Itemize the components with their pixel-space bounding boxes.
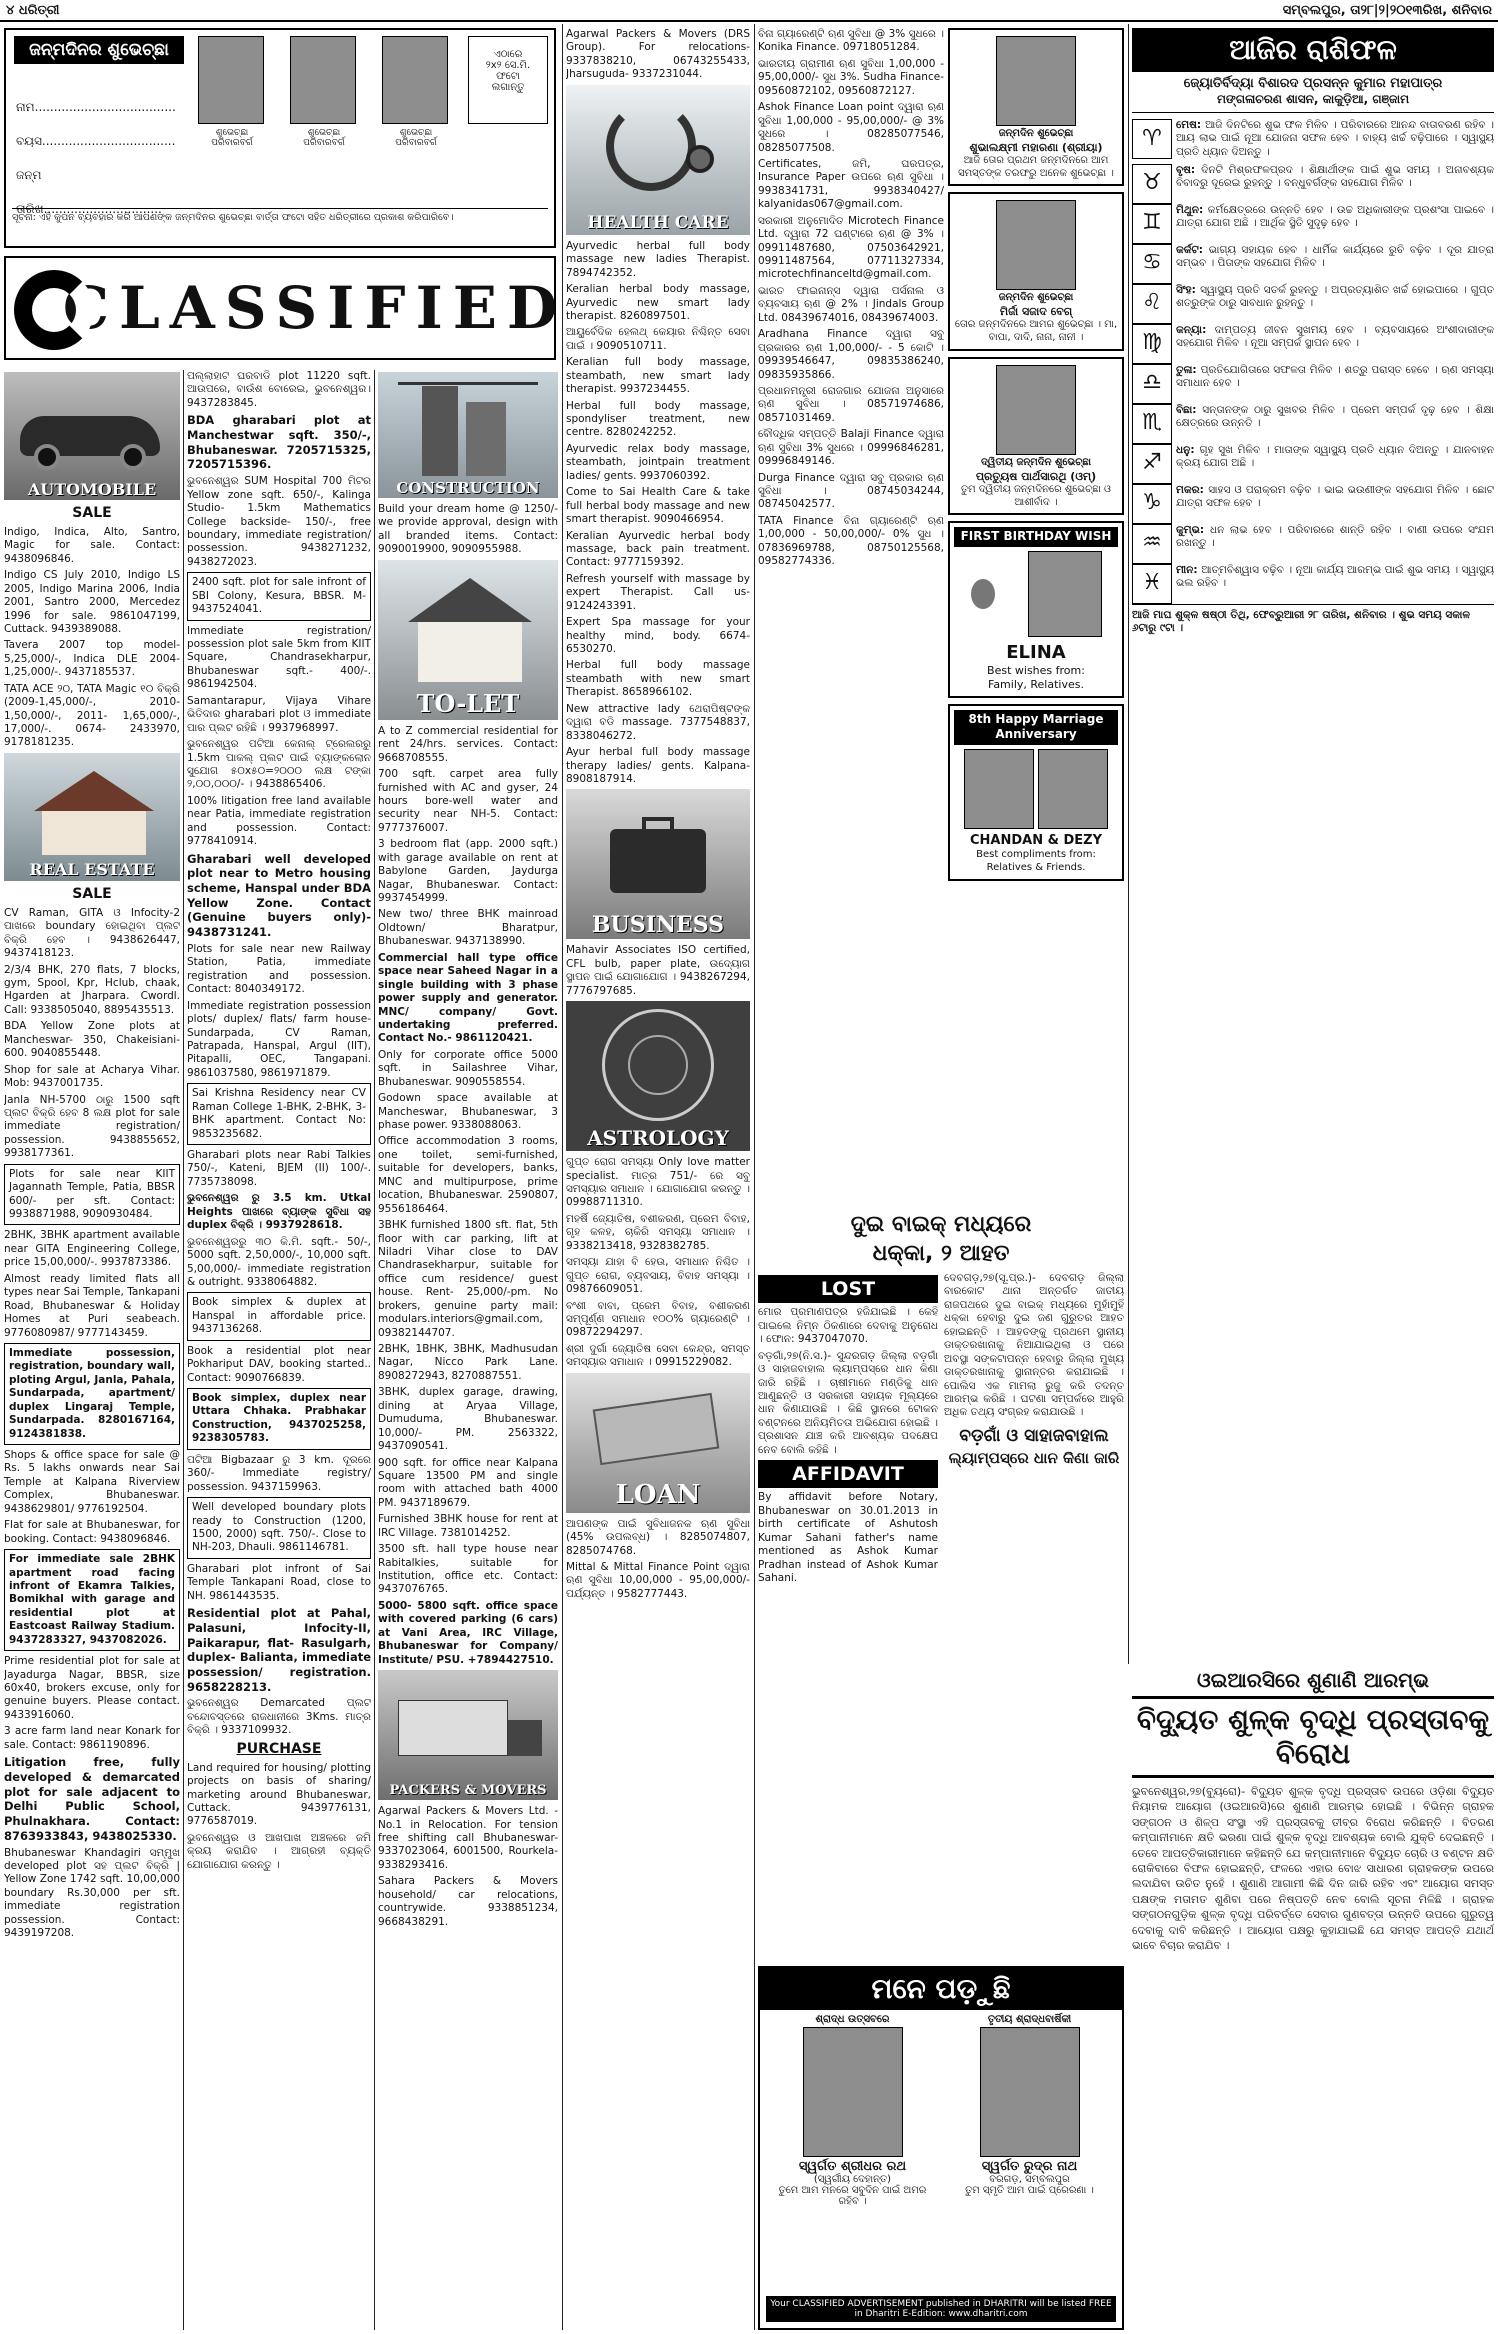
briefcase-icon — [610, 829, 706, 893]
boxed-ad: Plots for sale near KIIT Jagannath Temple, Patia, BBSR 600/- per sft. Contact: 9938871988, 9090930484. — [4, 1164, 180, 1226]
classified-ad: Agarwal Packers & Movers (DRS Group). For relocations- 9337838210, 06743255433, Jharsuguda- 9337231044. — [566, 28, 750, 81]
birthday-coupon — [4, 28, 556, 248]
rashi-sign: କୁମ୍ଭ — [1176, 523, 1200, 536]
child-photo — [1028, 551, 1102, 637]
coupon-photo-3 — [382, 36, 448, 124]
classified-ad: Almost ready limited flats all types near Sai Temple, Tankapani Road, Bhubaneswar & Holiday Homes at Puri seabeach. 9776080987/ 9777143459. — [4, 1272, 180, 1339]
greeting-name: ଶୁଭାଲକ୍ଷ୍ମୀ ମହାରଣା (ଶ୍ରୀୟା) — [969, 140, 1103, 154]
zodiac-icon: ♑ — [1132, 484, 1172, 524]
sale-heading: SALE — [72, 505, 112, 521]
classified-ad: Plots for sale near new Railway Station, Patia, immediate registration and possession. Contact: 8040349172. — [187, 942, 371, 996]
coupon-photo-1 — [198, 36, 264, 124]
column-3 — [378, 370, 558, 2330]
house-body — [418, 622, 522, 682]
classified-ad: ଶ୍ରୀ ଦୁର୍ଗା ଜ୍ୟୋତିଷ ସେବା କେନ୍ଦ୍ର, ସମସ୍ତ ସମସ୍ୟାର ସମାଧାନ । 09915229082. — [566, 1342, 750, 1369]
category-loan: LOAN — [615, 1480, 701, 1511]
page-dateline: ସମ୍ବଲପୁର, ତା୨୮|୨|୨୦୧୩ରିଖ, ଶନିବାର — [1282, 3, 1492, 18]
rashi-text: ଗୃହ ସୁଖ ମିଳିବ । ମାତାଙ୍କ ସ୍ୱାସ୍ଥ୍ୟ ପ୍ରତି ଧ୍ୟାନ ଦିଅନ୍ତୁ । ଯାନବାହନ କ୍ରୟ ଯୋଗ ଅଛି । — [1176, 443, 1494, 470]
classified-ad: Gharabari plots near Rabi Talkies 750/-, Kateni, BJEM (II) 100/-. 7735738098. — [187, 1149, 371, 1188]
business-image — [566, 789, 750, 939]
house-roof — [34, 771, 154, 811]
classified-ad: New attractive lady ଥେରାପିଷ୍ଟଙ୍କ ଦ୍ୱାରା ବଡି massage. 7377548837, 8338046272. — [566, 702, 750, 742]
boxed-ad: Book simplex & duplex at Hanspal in affordable price. 9437136268. — [187, 1292, 371, 1340]
column-rule — [1128, 24, 1129, 1664]
column-2 — [187, 370, 371, 2330]
news-headline: ଲ୍ୟାମ୍ପସ୍‌ରେ ଧାନ କିଣା ଜାରି — [948, 1448, 1120, 1467]
classified-ad: New two/ three BHK mainroad Oldtown/ Bharatpur, Bhubaneswar. 9437138990. — [378, 908, 558, 948]
classified-ad: 3 bedroom flat (app. 2000 sqft.) with garage available on rent at Babylone Garden, Jaydurga Nagar, Bhubaneswar. Contact: 9937454999. — [378, 838, 558, 904]
greeting-card — [948, 28, 1124, 186]
birthday-coupon-title: ଜନ୍ମଦିନର ଶୁଭେଚ୍ଛା — [14, 36, 184, 64]
rashi-sign: ସିଂହ — [1176, 283, 1192, 296]
rashi-separator: : — [1196, 118, 1206, 131]
classified-ad: 2BHK, 1BHK, 3BHK, Madhusudan Nagar, Nicco Park Lane. 8908272943, 8270887551. — [378, 1343, 558, 1382]
classified-ad: Durga Finance ଦ୍ୱାରା ସବୁ ପ୍ରକାର ଋଣ ସୁବିଧା । 08745034244, 08745042577. — [758, 471, 944, 511]
classified-ad: ଭୁବନେଶ୍ୱର ରୁ 3.5 km. Utkal Heights ପାଖରେ ବ୍ୟାଙ୍କ ସୁବିଧା ସହ duplex ବିକ୍ରି । 9937928618. — [187, 1192, 371, 1232]
classified-ad: A to Z commercial residential for rent 24/hrs. services. Contact: 9668708555. — [378, 724, 558, 764]
rashi-sign: ମୀନ — [1176, 563, 1194, 576]
rashi-text: ସାହସ ଓ ପରାକ୍ରମ ବଢ଼ିବ । ଭାଇ ଭଉଣୀଙ୍କ ସହଯୋଗ ମିଳିବ । ଛୋଟ ଯାତ୍ରା ସଫଳ ହେବ । — [1176, 483, 1494, 510]
rashi-text: ଭାଗ୍ୟ ସହାୟକ ହେବ । ଧାର୍ମିକ କାର୍ଯ୍ୟରେ ରୁଚି ବଢ଼ିବ । ଦୂର ଯାତ୍ରା ସମ୍ଭବ । ପିତାଙ୍କ ସହଯୋଗ ମିଳିବ । — [1176, 243, 1494, 270]
column-4 — [566, 28, 750, 2330]
portrait-photo — [980, 2027, 1080, 2157]
eedition-note: Your CLASSIFIED ADVERTISEMENT published in DHARITRI will be listed FREE in Dharitri E-Edition: www.dharitri.com — [766, 2296, 1116, 2322]
category-real-estate: REAL ESTATE — [29, 860, 155, 880]
news-kicker: ଓଇଆରସିରେ ଶୁଣାଣି ଆରମ୍ଭ — [1197, 1668, 1429, 1692]
classified-ad: Keralian Ayurvedic herbal body massage, back pain treatment. Contact: 9777159392. — [566, 529, 750, 569]
classified-ad: ଆୟୁର୍ବେଦିକ ହେଲଥ୍ କେୟାର ନିଶ୍ଚିନ୍ତ ସେବା ପାଇଁ । 9090510711. — [566, 326, 750, 352]
greeting-text: ତୋର ଜନ୍ମଦିନରେ ଆମର ଶୁଭେଚ୍ଛା । ମା, ବାପା, ଦାଦି, ନାନା, ନାନୀ । — [954, 319, 1118, 344]
classified-ad: Shop for sale at Acharya Vihar. Mob: 9437001735. — [4, 1063, 180, 1090]
classified-ad: ଭାରତ ଫାଇନାନ୍ସ ଦ୍ୱାରା ପର୍ସନାଲ ଓ ବ୍ୟବସାୟ ଋଣ @ 2% । Jindals Group Ltd. 08439674016, 08439674003. — [758, 284, 944, 324]
memoriam-title: ମନେ ପଡ଼ୁଛି — [760, 1968, 1122, 2010]
news-body: ଦେବଗଡ଼,୨୭(ସୂ.ପ୍ର.)- ଦେବଗଡ଼ ଜିଲ୍ଲା ବାରକୋଟ ଥାନା ଅନ୍ତର୍ଗତ ଜାତୀୟ ରାଜପଥରେ ଦୁଇ ବାଇକ୍ ମଧ୍ୟରେ ମୁହାଁମୁହିଁ ଧକ୍କା ହେବାରୁ ଦୁଇ ଜଣ ଗୁରୁତର ଆହତ ହୋଇଛନ୍ତି । ଆହତଙ୍କୁ ପ୍ରଥମେ ସ୍ଥାନୀୟ ଡାକ୍ତରଖାନାକୁ ନିଆଯାଇଥିଲା ଓ ପରେ ଅବସ୍ଥା ସଙ୍କଟାପନ୍ନ ହେବାରୁ ଜିଲ୍ଲା ମୁଖ୍ୟ ଡାକ୍ତରଖାନାକୁ ସ୍ଥାନାନ୍ତର କରାଯାଇଛି । ପୋଲିସ ଏକ ମାମଲା ରୁଜୁ କରି ତଦନ୍ତ ଆରମ୍ଭ କରିଛି । ଘଟଣା ସମ୍ପର୍କରେ ଆହୁରି ଅଧିକ ତଥ୍ୟ ସଂଗ୍ରହ କରାଯାଉଛି । — [944, 1272, 1124, 1419]
rashi-text: ସନ୍ତାନଙ୍କ ଠାରୁ ସୁଖବର ମିଳିବ । ପ୍ରେମ ସମ୍ପର୍କ ଦୃଢ଼ ହେବ । ଶିକ୍ଷା କ୍ଷେତ୍ରରେ ଉନ୍ନତି । — [1176, 403, 1494, 430]
coupon-fields — [16, 90, 176, 226]
classified-ad: Commercial hall type office space near Saheed Nagar in a single building with 3 phase power supply and generator. MNC/ company/ Govt. undertaking preferred. Contact No.- 9861120421. — [378, 951, 558, 1045]
rashi-sign: ଧନୁ — [1176, 443, 1191, 456]
coupon-photo-slot[interactable]: ଏଠାରେ ୨x୨ ସେ.ମି. ଫଟୋ ଲଗାନ୍ତୁ — [468, 36, 548, 124]
classified-ad: Samantarapur, Vijaya Vihare ଭିତିଦାର gharabari plot ଓ immediate ପାର ପ୍ଲଟ ରହିଛି । 9937968997. — [187, 694, 371, 734]
coupon-field-name[interactable]: ନାମ..................................... — [16, 100, 176, 114]
child-photo — [996, 36, 1076, 126]
building-shape — [466, 402, 506, 476]
classified-ad: Come to Sai Health Care & take full herbal body massage and new smart therapist. 9090466954. — [566, 486, 750, 526]
classified-ad: Immediate registration possession plots/ duplex/ flats/ farm house- Sundarpada, CV Raman, Patrapada, Hanspal, Argul (IIT), Pitapalli, OEC, Tangapani. 9861037580, 9861971879. — [187, 999, 371, 1079]
classified-ad: ଭୁବନେଶ୍ୱର Demarcated ପ୍ଲଟ ବନ୍ଦୋବସ୍ତରେ ରାଜଧାନୀରେ 3Kms. ମାତ୍ର ବିକ୍ରି । 9337109932. — [187, 1697, 371, 1737]
rashi-sign: କନ୍ୟା — [1176, 323, 1203, 336]
automobile-image — [4, 372, 180, 500]
greeting-text: ତୁମ ଦ୍ୱିତୀୟ ଜନ୍ମଦିନରେ ଶୁଭେଚ୍ଛା ଓ ଆଶୀର୍ବାଦ । — [961, 483, 1111, 508]
classified-ad: Ayurvedic relax body massage, steambath, jointpain treatment ladies/ gents. 9937060392. — [566, 442, 750, 482]
classified-ad: TATA ACE ୨୦, TATA Magic ୧୦ ବିକ୍ରି (2009-1,45,000/-, 2010- 1,50,000/-, 2011- 1,65,000/-, 17,000/-. 0674- 2433970, 9178181235. — [4, 682, 180, 749]
memoriam-right — [945, 2014, 1115, 2207]
classified-ad: ଆପଣଙ୍କ ପାଇଁ ସୁବିଧାଜନକ ଋଣ ସୁବିଧା (45% ଉପଲବ୍ଧ) । 8285074807, 8285074768. — [566, 1517, 750, 1557]
classified-ad: Aradhana Finance ଦ୍ୱାରା ସବୁ ପ୍ରକାରର ଋଣ 1,00,000/- - 5 କୋଟି । 09939546647, 09835386240, 09835935866. — [758, 328, 944, 381]
boxed-ad: Immediate possession, registration, boundary wall, ploting Argul, Janla, Pahala, Sundarpada, apartment/ duplex Lingaraj Temple, Sundarpada. 8280167164, 9124381838. — [4, 1343, 180, 1445]
memoriam-left-name: ସ୍ୱର୍ଗତ ଶ୍ରୀଧର ରଥ — [798, 2159, 907, 2174]
classified-ad: Build your dream home @ 1250/- we provide approval, design with all branded items. Contact: 9090019900, 9090955988. — [378, 503, 558, 556]
classified-ad: Mittal & Mittal Finance Point ଦ୍ୱାରା ଋଣ ସୁବିଧା 10,00,000 - 95,00,000/- ପର୍ଯ୍ୟନ୍ତ । 9582777443. — [566, 1561, 750, 1600]
classified-ad: 700 sqft. carpet area fully furnished with AC and gyser, 24 hours bore-well water and security near NH-5. Contact: 9777376007. — [378, 768, 558, 834]
memoriam-right-text: ତୁମ ସ୍ମୃତି ଆମ ପାଇଁ ପ୍ରେରଣା । — [965, 2185, 1094, 2196]
rashi-sign: ବୃଷ — [1176, 163, 1191, 176]
zodiac-icon: ♐ — [1132, 444, 1172, 484]
rashi-text: କର୍ମକ୍ଷେତ୍ରରେ ଉନ୍ନତି ହେବ । ଉଚ୍ଚ ଅଧିକାରୀଙ୍କ ପ୍ରଶଂସା ପାଇବେ । ଯାତ୍ରା ଯୋଗ ଅଛି । ଆର୍ଥିକ ସ୍ଥିତି ସୁଦୃଢ଼ ହେବ । — [1176, 203, 1494, 230]
news-headline: ବଡ଼ଗାଁ ଓ ସାହାଜବାହାଲ — [959, 1425, 1109, 1446]
truck-cab — [508, 1720, 542, 1756]
anniversary-card — [948, 704, 1124, 881]
category-lost: LOST — [758, 1275, 938, 1303]
construction-image — [378, 372, 558, 498]
rashi-text: ସ୍ୱାସ୍ଥ୍ୟ ପ୍ରତି ସତର୍କ ରୁହନ୍ତୁ । ଅପ୍ରତ୍ୟାଶିତ ଖର୍ଚ୍ଚ ହୋଇପାରେ । ଗୁପ୍ତ ଶତ୍ରୁଙ୍କ ଠାରୁ ସାବଧାନ ରୁହନ୍ତୁ । — [1176, 283, 1494, 310]
husband-photo — [964, 749, 1034, 829]
health-care-image — [566, 85, 750, 235]
house-roof — [408, 578, 532, 622]
rashi-text: ଦାମ୍ପତ୍ୟ ଜୀବନ ସୁଖମୟ ହେବ । ବ୍ୟବସାୟରେ ଅଂଶୀଦାରୀଙ୍କ ସହଯୋଗ ମିଳିବ । ନୂଆ ସମ୍ପର୍କ ସ୍ଥାପନ ହେବ । — [1176, 323, 1494, 350]
column-6-lower — [944, 1272, 1124, 1962]
classified-ad: ବଂଶୀ ବାବା, ପ୍ରେମ ବିବାହ, ବଶୀକରଣ ସମ୍ପୂର୍ଣ୍ଣ ସମାଧାନ ୧୦୦% ଗ୍ୟାରେଣ୍ଟି । 09872294297. — [566, 1299, 750, 1339]
classified-ad: Keralian full body massage, steambath, new smart lady therapist. 9937234455. — [566, 356, 750, 396]
classified-ad: Book a residential plot near Pokhariput DAV, booking started.. Contact: 9090766839. — [187, 1344, 371, 1384]
classified-ad: ଗୁପ୍ତ ରୋଗ ସମସ୍ୟା Only love matter specialist. ମାତ୍ର 751/- ରେ ସବୁ ସମସ୍ୟାର ସମାଧାନ । ଯୋଗାଯୋଗ କରନ୍ତୁ । 09988711310. — [566, 1156, 750, 1209]
classified-ad: ସରକାରୀ ଅନୁମୋଦିତ Microtech Finance Ltd. ଦ୍ୱାରା 72 ଘଣ୍ଟାରେ ଋଣ @ 3% । 09911487680, 07503642921, 09911487564, 07711327334, microtechfinanceltd@gmail.com. — [758, 214, 944, 281]
rashi-item — [1132, 523, 1494, 556]
classified-ad: 3BHK furnished 1800 sft. flat, 5th floor with car parking, lift at Niladri Vihar close to DAV Chandrasekharpur, suitable for office cum residence/ guest house. Rent- 25,000/-pm. No brokers, genuine party mail: modulars.interiors@gmail.com, 09382144707. — [378, 1219, 558, 1339]
column-6 — [948, 28, 1124, 1208]
classified-ad: Office accommodation 3 rooms, one toilet, semi-furnished, suitable for developers, banks, MNC and multipurpose, prime location, Bhubaneswar. 2590807, 9556186464. — [378, 1135, 558, 1215]
greeting-title: ଜନ୍ମଦିନ ଶୁଭେଚ୍ଛା — [998, 128, 1074, 139]
rashifal-author: ଜ୍ୟୋତିର୍ବିଦ୍ୟା ବିଶାରଦ ପ୍ରସନ୍ନ କୁମାର ମହାପାତ୍ର — [1183, 75, 1443, 91]
coupon-caption-1: ଶୁଭେଚ୍ଛା ପରିବାରବର୍ଗ — [211, 128, 253, 148]
zodiac-icon: ♍ — [1132, 324, 1172, 364]
rashifal-title: ଆଜିର ରାଶିଫଳ — [1132, 28, 1494, 72]
wife-photo — [1038, 749, 1108, 829]
category-automobile: AUTOMOBILE — [27, 479, 157, 499]
sale-heading: SALE — [72, 885, 112, 902]
category-business: BUSINESS — [591, 912, 725, 939]
greeting-name: ପ୍ରତ୍ୟୁଷ ପାର୍ଥସାରଥି (ଓମ୍) — [975, 469, 1097, 483]
greeting-name: ମିର୍ଜା ସଜାଦ ବେଗ୍ — [999, 305, 1073, 319]
rashi-item — [1132, 483, 1494, 516]
memoriam-box — [758, 1966, 1124, 2330]
classified-banner — [4, 256, 568, 360]
classified-ad: ଭୁବନେଶ୍ୱର ପଟିଆ କେନାଲ୍ ଟ୍ରେଲରରୁ 1.5km ପାକଲ୍ ପ୍ଲଟ ପାଇଁ ବ୍ୟାଙ୍କଲୋନ ସୁଯୋଗ ୫୦x୫୦=୨୦୦୦ ଲକ୍ଷ ଟଙ୍କା ୨,୦୦,୦୦୦/- । 9438865406. — [187, 738, 371, 791]
classified-ad: Residential plot at Pahal, Palasuni, Infocity-II, Paikarapur, flat- Rasulgarh, duplex- Balianta, immediate possession/ registration. 9658228213. — [187, 1606, 371, 1694]
coupon-caption-3: ଶୁଭେଚ୍ଛା ପରିବାରବର୍ଗ — [395, 128, 437, 148]
classified-ad: 3BHK, duplex garage, drawing, dining at Aryaa Village, Dumuduma, Bhubaneswar. 10,000/- PM. 2563322, 9437090541. — [378, 1386, 558, 1453]
classified-ad: Herbal full body massage, spondyliser treatment, new centre. 8280242252. — [566, 399, 750, 439]
zodiac-icon: ♓ — [1132, 564, 1172, 604]
category-to-let: TO-LET — [416, 689, 520, 719]
classified-ad: Shops & office space for sale @ Rs. 5 lakhs onwards near Sai Temple at Kalpana Riverview Complex, Bhubaneswar. 9438629801/ 9776192504. — [4, 1449, 180, 1515]
classified-ad: Land required for housing/ plotting projects on basis of sharing/ marketing around Bhubaneswar, Cuttack. 9439776131, 9776587019. — [187, 1761, 371, 1828]
classified-ad: 900 sqft. for office near Kalpana Square 13500 PM and single room with attached bath 4000 PM. 9437189679. — [378, 1456, 558, 1509]
classified-ad: ପଟିଆ Bigbazaar ରୁ 3 km. ଦୂରରେ 360/- Immediate registry/ possession. 9437159963. — [187, 1453, 371, 1493]
rashifal-list — [1132, 118, 1494, 596]
building-shape — [422, 386, 458, 476]
rashi-sign: ବିଛା — [1176, 403, 1193, 416]
rashi-text: ଆତ୍ମବିଶ୍ୱାସ ବଢ଼ିବ । ନୂଆ କାର୍ଯ୍ୟ ଆରମ୍ଭ ପାଇଁ ଶୁଭ ସମୟ । ସ୍ୱାସ୍ଥ୍ୟ ଭଲ ରହିବ । — [1176, 563, 1494, 590]
classified-ad: Gharabari well developed plot near to Metro housing scheme, Hanspal under BDA Yellow Zone. Contact (Genuine buyers only)- 9438731241. — [187, 851, 371, 940]
classified-ad: Bhubaneswar Khandagiri ସମ୍ମୁଖ developed plot ସହ ପ୍ଲଟ ବିକ୍ରି | Yellow Zone 1742 sqft. 10,00,000 boundary Rs.30,000 per sft. immediate registration possession. Contact: 9439197208. — [4, 1846, 180, 1940]
child-photo — [996, 200, 1076, 290]
rashifal-section — [1132, 28, 1494, 1662]
coupon-caption-2: ଶୁଭେଚ୍ଛା ପରିବାରବର୍ଗ — [303, 128, 345, 148]
rashi-sign: ତୁଳା — [1176, 363, 1193, 376]
column-5 — [758, 28, 944, 1208]
classified-ad: Herbal full body massage steambath with new smart Therapist. 8658966102. — [566, 659, 750, 699]
first-birthday-card — [948, 521, 1124, 698]
rashi-separator: : — [1202, 323, 1215, 336]
anniversary-banner: 8th Happy Marriage Anniversary — [954, 710, 1118, 745]
category-health-care: HEALTH CARE — [587, 213, 729, 233]
column-rule — [754, 24, 755, 2330]
greeting-text: ଆଜି ତୋର ପ୍ରଥମ ଜନ୍ମଦିନରେ ଆମ ସମସ୍ତଙ୍କ ତରଫରୁ ଅନେକ ଶୁଭେଚ୍ଛା । — [958, 154, 1114, 179]
column-5-lower — [758, 1272, 938, 1962]
rashi-item — [1132, 563, 1494, 596]
rashi-sign: କର୍କଟ — [1176, 243, 1199, 256]
classified-ad: Ayurvedic herbal full body massage new ladies Therapist. 7894742352. — [566, 239, 750, 279]
boxed-ad: Well developed boundary plots ready to Construction (1200, 1500, 2000) sqft. 750/-. Close to NH-203, Dhauli. 9861146781. — [187, 1497, 371, 1559]
stethoscope-bell — [686, 145, 714, 173]
news-headline: ବିଦ୍ୟୁତ ଶୁଳ୍କ ବୃଦ୍ଧି ପ୍ରସ୍ତାବକୁ ବିରୋଧ — [1132, 1696, 1494, 1778]
rashifal-footer: ଆଜି ମାଘ ଶୁକ୍ଳ ଷଷ୍ଠୀ ତିଥି, ଫେବ୍ରୁଆରୀ ୨୮ ତାରିଖ, ଶନିବାର । ଶୁଭ ସମୟ ସକାଳ ୬ଟାରୁ ୯ଟା । — [1132, 604, 1494, 636]
column-rule — [183, 370, 184, 2330]
classified-ad: 3 acre farm land near Konark for sale. Contact: 9861190896. — [4, 1725, 180, 1751]
house-body — [42, 811, 146, 855]
news-body: ଭୁବନେଶ୍ୱର,୨୭(ବ୍ୟୁରୋ)- ବିଦ୍ୟୁତ ଶୁଳ୍କ ବୃଦ୍ଧି ପ୍ରସ୍ତାବ ଉପରେ ଓଡ଼ିଶା ବିଦ୍ୟୁତ ନିୟାମକ ଆୟୋଗ (ଓଇଆରସି)ରେ ଶୁଣାଣି ଆରମ୍ଭ ହୋଇଛି । ବିଭିନ୍ନ ଗ୍ରାହକ ସଙ୍ଗଠନ ଓ ଶିଳ୍ପ ସଂସ୍ଥା ଏହି ପ୍ରସ୍ତାବକୁ ତୀବ୍ର ବିରୋଧ କରିଛନ୍ତି । ବିତରଣ କମ୍ପାନୀମାନେ କ୍ଷତି ଭରଣା ପାଇଁ ଶୁଳ୍କ ବୃଦ୍ଧି ଆବଶ୍ୟକ ବୋଲି ଯୁକ୍ତି ଦେଇଛନ୍ତି । ତେବେ ଆପତ୍ତିକାରୀମାନେ କହିଛନ୍ତି ଯେ କମ୍ପାନୀମାନେ ବିଦ୍ୟୁତ ଚୋରି ଓ ବଣ୍ଟନ କ୍ଷତି ରୋକିବାରେ ବିଫଳ ହୋଇଛନ୍ତି, ଫଳରେ ଏହାର ବୋଝ ସାଧାରଣ ଗ୍ରାହକଙ୍କ ଉପରେ ଲଦାଯିବା ଉଚିତ ନୁହେଁ । ଶୁଣାଣି ଆଗାମୀ କିଛି ଦିନ ଜାରି ରହିବ ଏବଂ ଆୟୋଗ ସମସ୍ତ ପକ୍ଷଙ୍କ ମତାମତ ଶୁଣିବା ପରେ ନିଷ୍ପତ୍ତି ନେବ ବୋଲି ସୂଚନା ମିଳିଛି । ଗ୍ରାହକ ସଙ୍ଗଠନଗୁଡ଼ିକ ଶୁଳ୍କ ବୃଦ୍ଧି ପରିବର୍ତ୍ତେ ସେବାର ଗୁଣବତ୍ତା ଉନ୍ନତି ଉପରେ ଗୁରୁତ୍ୱ ଦେବାକୁ ଦାବି କରିଛନ୍ତି । ଆୟୋଗ ପକ୍ଷରୁ କୁହାଯାଇଛି ଯେ ସମସ୍ତ ଆପତ୍ତି ଯଥାର୍ଥ ଭାବେ ବିଚାର କରାଯିବ । — [1132, 1785, 1494, 1952]
child-photo — [996, 365, 1076, 455]
packers-movers-image — [378, 1670, 558, 1800]
briefcase-handle — [642, 817, 674, 831]
rashi-item — [1132, 283, 1494, 316]
rashi-separator: : — [1191, 283, 1201, 296]
category-astrology: ASTROLOGY — [587, 1125, 729, 1150]
classified-ad: Litigation free, fully developed & demarcated plot for sale adjacent to Delhi Public School, Phulnakhara. Contact: 8763933843, 9438025330. — [4, 1755, 180, 1843]
classified-ad: Certificates, ଜମି, ଘରପତ୍ର, Insurance Paper ଉପରେ ଋଣ ସୁବିଧା । 9938341731, 9938340427/ kalyanidas067@gmail.com. — [758, 157, 944, 211]
classified-ad: Agarwal Packers & Movers Ltd. - No.1 in Relocation. For tension free shifting call Bhubaneswar- 9337023064, 6001500, Rourkela-9338293416. — [378, 1805, 558, 1871]
column-rule — [374, 370, 375, 2330]
classified-ad: Keralian herbal body massage, Ayurvedic new smart lady therapist. 8260897501. — [566, 283, 750, 322]
coupon-note: ସୂଚନା: ଏହି କୁପନ ବ୍ୟବହାର କରି ଆପଣଙ୍କ ଜନ୍ମଦିନର ଶୁଭେଚ୍ଛା ବାର୍ତ୍ତା ଫଟୋ ସହିତ ଧରିତ୍ରୀରେ ପ୍ରକାଶ କରିପାରିବେ। — [12, 208, 548, 224]
boxed-ad: Book simplex, duplex near Uttara Chhaka. Prabhakar Construction, 9437025258, 9238305783. — [187, 1388, 371, 1450]
zodiac-icon: ♌ — [1132, 284, 1172, 324]
banknote-icon — [593, 1393, 720, 1465]
rashi-separator: : — [1192, 363, 1201, 376]
zodiac-icon: ♏ — [1132, 404, 1172, 444]
rashi-separator: : — [1199, 523, 1210, 536]
news-body: ବଡ଼ଗାଁ,୨୭(ନି.ସ.)- ସୁନ୍ଦରଗଡ଼ ଜିଲ୍ଲା ବଡ଼ଗାଁ ଓ ସାହାଜବାହାଲ ଲ୍ୟାମ୍ପସ୍‌ରେ ଧାନ କିଣା ଜାରି ରହିଛି । ଚାଷୀମାନେ ମଣ୍ଡିକୁ ଧାନ ଆଣୁଛନ୍ତି ଓ ସରକାରୀ ସହାୟକ ମୂଲ୍ୟରେ ଧାନ କିଣାଯାଉଛି । କିଛି ସ୍ଥାନରେ ଟୋକନ ବଣ୍ଟନରେ ଅନିୟମିତତା ଅଭିଯୋଗ ହୋଇଛି । ପ୍ରଶାସନ ଯାଞ୍ଚ କରି ଆବଶ୍ୟକ ପଦକ୍ଷେପ ନେବ ବୋଲି କହିଛି । — [758, 1349, 938, 1456]
classified-ad: Only for corporate office 5000 sqft. in Sailashree Vihar, Bhubaneswar. 9090558554. — [378, 1048, 558, 1088]
memoriam-right-name: ସ୍ୱର୍ଗତ ରୁଦ୍ର ନାଥ — [981, 2159, 1078, 2174]
classified-ad: Indigo CS July 2010, Indigo LS 2005, Indigo Marina 2006, India 2001, Santro 2000, Mercedez 1996 for sale. 9861047199, Cuttack. 9439389088. — [4, 569, 180, 635]
coupon-field-dob[interactable]: ଜନ୍ମ ତାରିଖ............................... — [16, 168, 162, 216]
purchase-heading: PURCHASE — [236, 1740, 322, 1757]
classified-ad: Ayur herbal full body massage therapy ladies/ gents. Kalpana- 8908187914. — [566, 746, 750, 785]
boxed-ad: Sai Krishna Residency near CV Raman College 1-BHK, 2-BHK, 3-BHK apartment. Contact No: 9853235682. — [187, 1083, 371, 1145]
zodiac-icon: ♈ — [1132, 119, 1172, 159]
zodiac-wheel-inner — [628, 1035, 688, 1095]
rashi-item — [1132, 323, 1494, 356]
greeting-title: ଜନ୍ମଦିନ ଶୁଭେଚ୍ଛା — [998, 292, 1074, 304]
car-wheel — [34, 444, 60, 470]
crane-shape — [398, 382, 538, 385]
memoriam-right-title: ତୃତୀୟ ଶ୍ରାଦ୍ଧବାର୍ଷିକୀ — [987, 2014, 1072, 2025]
anniversary-names: CHANDAN & DEZY — [970, 832, 1102, 848]
memoriam-left-sub: (ସ୍ୱର୍ଗୀୟ ଦେହାନ୍ତ) — [813, 2174, 892, 2185]
category-affidavit: AFFIDAVIT — [758, 1460, 938, 1488]
birthday-banner: FIRST BIRTHDAY WISH — [954, 527, 1118, 546]
rashi-item — [1132, 443, 1494, 476]
rashi-item — [1132, 363, 1494, 396]
rashi-separator: : — [1198, 243, 1209, 256]
rashi-separator: : — [1198, 203, 1208, 216]
classified-ad: CV Raman, GITA ଓ Infocity-2 ପାଖରେ boundary ହୋଇଥିବା ପ୍ଲଟ ବିକ୍ରି ହେବ । 9438626447, 9437418123. — [4, 906, 180, 960]
rashi-text: ଧନ ଲାଭ ହେବ । ପରିବାରରେ ଶାନ୍ତି ରହିବ । ବାଣୀ ଉପରେ ସଂଯମ ରଖନ୍ତୁ । — [1176, 523, 1494, 550]
classified-ad: Furnished 3BHK house for rent at IRC Village. 7381014252. — [378, 1513, 558, 1539]
balloon-icon — [971, 579, 995, 609]
classified-ad: 100% litigation free land available near Patia, immediate registration and possession. Contact: 9778410914. — [187, 794, 371, 848]
rashi-sign: ମକର — [1176, 483, 1200, 496]
classified-ad: Janla NH-5700 ଠାରୁ 1500 sqft ପ୍ଲଟ ବିକ୍ରି ହେବ 8 ଲକ୍ଷ plot for sale immediate registration/ possession. 9438855652, 9938177361. — [4, 1093, 180, 1160]
zodiac-icon: ♒ — [1132, 524, 1172, 564]
zodiac-icon: ♋ — [1132, 244, 1172, 284]
rashi-sign: ମିଥୁନ — [1176, 203, 1199, 216]
astrology-image — [566, 1001, 750, 1151]
classified-ad: Flat for sale at Bhubaneswar, for booking. Contact: 9438096846. — [4, 1519, 180, 1545]
column-1 — [4, 370, 180, 2330]
memoriam-left-text: ତୁମେ ଆମ ମନରେ ସବୁଦିନ ପାଇଁ ଅମର ରହିବ । — [778, 2185, 927, 2207]
news-headline: ଦୁଇ ବାଇକ୍ ମଧ୍ୟରେ — [850, 1212, 1032, 1237]
greeting-title: ଦ୍ୱିତୀୟ ଜନ୍ମଦିନ ଶୁଭେଚ୍ଛା — [980, 456, 1092, 468]
classified-ad: ଭୁବନେଶ୍ୱର ଓ ଆଖପାଖ ଅଞ୍ଚଳରେ ଜମି କ୍ରୟ କରାଯିବ । ଆଗ୍ରହୀ ବ୍ୟକ୍ତି ଯୋଗାଯୋଗ କରନ୍ତୁ । — [187, 1831, 371, 1871]
coupon-field-age[interactable]: ବୟସ................................... — [16, 134, 176, 148]
classified-ad: 2BHK, 3BHK apartment available near GITA Engineering College, price 15,00,000/-. 9937873386. — [4, 1229, 180, 1269]
truck-body — [398, 1700, 508, 1756]
column-rule — [562, 24, 563, 2330]
classified-ad: Refresh yourself with massage by expert Therapist. Call us- 9124243391. — [566, 572, 750, 612]
rashi-separator: : — [1190, 443, 1200, 456]
portrait-photo — [803, 2027, 903, 2157]
classified-ad: BDA gharabari plot at Manchestwar sqft. 350/-, Bhubaneswar. 7205715325, 7205715396. — [187, 413, 371, 472]
anniversary-text: Best compliments from: Relatives & Friends. — [976, 849, 1096, 874]
classified-ad: ଭୁବନେଶ୍ୱରରୁ ୩୦ କି.ମି. sqft.- 50/-, 5000 sqft. 2,50,000/-, 10,000 sqft. 5,00,000/- immediate registration & outright. 9338064882. — [187, 1235, 371, 1288]
rashi-item — [1132, 119, 1494, 160]
rashifal-address: ମଙ୍ଗଳାଚରଣ ଶାସନ, କାକୁଡ଼ିଆ, ଗଞ୍ଜାମ — [1132, 92, 1494, 112]
classified-ad: ପ୍ରଧାନମନ୍ତ୍ରୀ ରୋଜଗାର ଯୋଜନା ଅନୁସାରେ ଋଣ ସୁବିଧା । 08571974686, 08571031469. — [758, 384, 944, 424]
news-headline: ଧକ୍କା, ୨ ଆହତ — [872, 1241, 1010, 1266]
classified-ad: ସମସ୍ୟା ଯାହା ବି ହେଉ, ସମାଧାନ ନିଶ୍ଚିତ । ଗୁପ୍ତ ରୋଗ, ବ୍ୟବସାୟ, ବିବାହ ସମସ୍ୟା । 09876609051. — [566, 1256, 750, 1296]
classified-ad: 3500 sft. hall type house near Rabitalkies, suitable for Institution, office etc. Contact: 9437076765. — [378, 1543, 558, 1596]
birthday-text: Best wishes from: Family, Relatives. — [987, 663, 1085, 691]
classified-ad: ଭୁବନେଶ୍ୱର SUM Hospital 700 ମିଟର Yellow zone sqft. 650/-, Kalinga Studio- 1.5km Mathematics College backside- 150/-, free boundary, immediate registration/ possession. 9438271232, 9438272023. — [187, 475, 371, 568]
stethoscope-icon — [606, 101, 696, 191]
classified-ad: Prime residential plot for sale at Jayadurga Nagar, BBSR, size 60x40, brokers excuse, only for genuine buyers. Please contact. 9433916060. — [4, 1655, 180, 1721]
real-estate-image — [4, 753, 180, 881]
zodiac-icon: ♎ — [1132, 364, 1172, 404]
classified-ad: Immediate registration/ possession plot sale 5km from KIIT Square, Chandrasekharpur, Bhubaneswar sqft.- 400/-. 9861942504. — [187, 624, 371, 691]
rashi-item — [1132, 203, 1494, 236]
classified-ad: ମୋର ପ୍ରମାଣପତ୍ର ହଜିଯାଇଛି । କେହି ପାଇଲେ ନିମ୍ନ ଠିକଣାରେ ଦେବାକୁ ଅନୁରୋଧ । ଫୋନ: 9437047070. — [758, 1306, 938, 1346]
page-header — [0, 0, 1498, 22]
rashi-separator: : — [1190, 163, 1202, 176]
classified-ad: ବୌଦ୍ଧିକ ସମ୍ପତ୍ତି Balaji Finance ଦ୍ୱାରା ଋଣ ସୁବିଧା 3% ସୁଧରେ । 09996846281, 09996849146. — [758, 428, 944, 468]
classified-ad: ଭାରତୀୟ ଗ୍ରାମୀଣ ଋଣ ସୁବିଧା 1,00,000 - 95,00,000/- ସୁଧ 3%. Sudha Finance- 09560872102, 09560872127. — [758, 57, 944, 97]
classified-logo-ring — [14, 270, 94, 350]
classified-ad: BDA Yellow Zone plots at Mancheswar- 350, Chakeisiani- 600. 9040855448. — [4, 1020, 180, 1060]
rashi-text: ଦିନଟି ମିଶ୍ରଫଳପ୍ରଦ । ଶିକ୍ଷାର୍ଥୀଙ୍କ ପାଇଁ ଶୁଭ ସମୟ । ଅନାବଶ୍ୟକ ବିବାଦରୁ ଦୂରେଇ ରୁହନ୍ତୁ । ବନ୍ଧୁବର୍ଗଙ୍କ ସହଯୋଗ ମିଳିବ । — [1176, 163, 1494, 190]
rashi-text: ପ୍ରତିଯୋଗିତାରେ ସଫଳତା ମିଳିବ । ଶତ୍ରୁ ପରାସ୍ତ ହେବେ । ଋଣ ସମସ୍ୟା ସମାଧାନ ହେବ । — [1176, 363, 1494, 390]
classified-ad: 5000- 5800 sqft. office space with covered parking (6 cars) at Vani Area, IRC Village, Bhubaneswar for Company/ Institute/ PSU. +7894427510. — [378, 1599, 558, 1666]
classified-ad: 2/3/4 BHK, 270 flats, 7 blocks, gym, Spool, Kpr, Hclub, chaak, Hgarden at Jharpara. Cwordl. Call: 9338505040, 8895435513. — [4, 963, 180, 1016]
page-number: ୪ ଧରିତ୍ରୀ — [6, 3, 60, 18]
birthday-name: ELINA — [1006, 641, 1066, 663]
classified-title: CLASSIFIED — [62, 274, 568, 342]
boxed-ad: 2400 sqft. plot for sale infront of SBI Colony, Kesura, BBSR. M- 9437524041. — [187, 572, 371, 620]
classified-ad: By affidavit before Notary, Bhubaneswar on 30.01.2013 in birth certificate of Ashutosh Kumar Sahani father's name mentioned as Ashok Kumar Pradhan instead of Ashok Kumar Sahani. — [758, 1491, 938, 1585]
classified-ad: Mahavir Associates ISO certified, CFL bulb, paper plate, ଉଦ୍ୟୋଗ ସ୍ଥାପନ ପାଇଁ ଯୋଗାଯୋଗ । 9438267294, 7776797685. — [566, 944, 750, 997]
zodiac-icon: ♊ — [1132, 204, 1172, 244]
rashi-text: ଆଜି ଦିନଟିରେ ଶୁଭ ଫଳ ମିଳିବ । ପରିବାରରେ ଆନନ୍ଦ ବାତାବରଣ ରହିବ । ଆୟ ଲାଭ ପାଇଁ ନୂଆ ଯୋଜନା ସଫଳ ହେବ । ବାହ୍ୟ ଖର୍ଚ୍ଚ ବଢ଼ିପାରେ । ସ୍ୱାସ୍ଥ୍ୟ ପ୍ରତି ଧ୍ୟାନ ଦିଅନ୍ତୁ । — [1176, 118, 1494, 159]
classified-ad: Ashok Finance Loan point ଦ୍ୱାରା ଋଣ ସୁବିଧା 1,00,000 - 95,00,000/- @ 3% ସୁଧରେ । 08285077546, 08285077508. — [758, 101, 944, 154]
rashi-item — [1132, 243, 1494, 276]
rashi-item — [1132, 403, 1494, 436]
loan-image — [566, 1373, 750, 1513]
category-construction: CONSTRUCTION — [396, 478, 540, 497]
rashi-separator: : — [1193, 563, 1202, 576]
to-let-image — [378, 560, 558, 720]
coupon-photo-2 — [290, 36, 356, 124]
memoriam-right-sub: ବରଗଡ଼, ସମ୍ବଲପୁର — [989, 2174, 1070, 2185]
car-wheel — [120, 444, 146, 470]
rashi-separator: : — [1192, 403, 1203, 416]
classified-ad: Godown space available at Mancheswar, Bhubaneswar, 3 phase power. 9338088063. — [378, 1092, 558, 1131]
classified-ad: ପଲ୍ଲାହାଟ ଘରବାଡି plot 11220 sqft. ଆଉପରେ, ବାଉଁଶ ବୋରେଇ, ଭୁବନେଶ୍ୱର। 9437283845. — [187, 370, 371, 409]
rashi-item — [1132, 163, 1494, 196]
memoriam-left-title: ଶ୍ରାଦ୍ଧ ଉତ୍ସବରେ — [815, 2014, 890, 2025]
boxed-ad: For immediate sale 2BHK apartment road facing infront of Ekamra Talkies, Bomikhal with garage and residential plot at Eastcoast Railway Stadium. 9437283327, 9437082026. — [4, 1549, 180, 1651]
zodiac-icon: ♉ — [1132, 164, 1172, 204]
classified-ad: TATA Finance ବିନା ଗ୍ୟାରେଣ୍ଟି ଋଣ 1,00,000 - 50,00,000/- 0% ସୁଧ । 07836969788, 08750125568, 09582774336. — [758, 514, 944, 568]
classified-ad: ବିନା ଗ୍ୟାରେଣ୍ଟି ଋଣ ସୁବିଧା @ 3% ସୁଧରେ । Konika Finance. 09718051284. — [758, 28, 944, 54]
rashi-separator: : — [1199, 483, 1209, 496]
classified-ad: Tavera 2007 top model- 5,25,000/-, Indica DLE 2004- 1,25,000/-. 9437185537. — [4, 639, 180, 679]
classified-ad: Gharabari plot infront of Sai Temple Tankapani Road, close to NH. 9861443535. — [187, 1562, 371, 1602]
memoriam-left — [768, 2014, 938, 2207]
rashi-sign: ମେଷ — [1176, 118, 1197, 131]
classified-ad: Sahara Packers & Movers household/ car relocations, countrywide. 9338851234, 9668438291. — [378, 1875, 558, 1928]
classified-ad: ମହର୍ଷି ଜ୍ୟୋତିଷ, ବଶୀକରଣ, ପ୍ରେମ ବିବାହ, ଗୃହ କଳହ, ଚାକିରି ସମସ୍ୟା ସମାଧାନ । 9338213418, 9328382785. — [566, 1212, 750, 1252]
news-electricity — [1132, 1668, 1494, 2330]
category-packers-movers: PACKERS & MOVERS — [389, 1783, 547, 1799]
greeting-card — [948, 192, 1124, 350]
classified-ad: Indigo, Indica, Alto, Santro, Magic for sale. Contact: 9438096846. — [4, 525, 180, 565]
greeting-card — [948, 357, 1124, 515]
classified-ad: Expert Spa massage for your healthy mind, body. 6674-6530270. — [566, 616, 750, 655]
